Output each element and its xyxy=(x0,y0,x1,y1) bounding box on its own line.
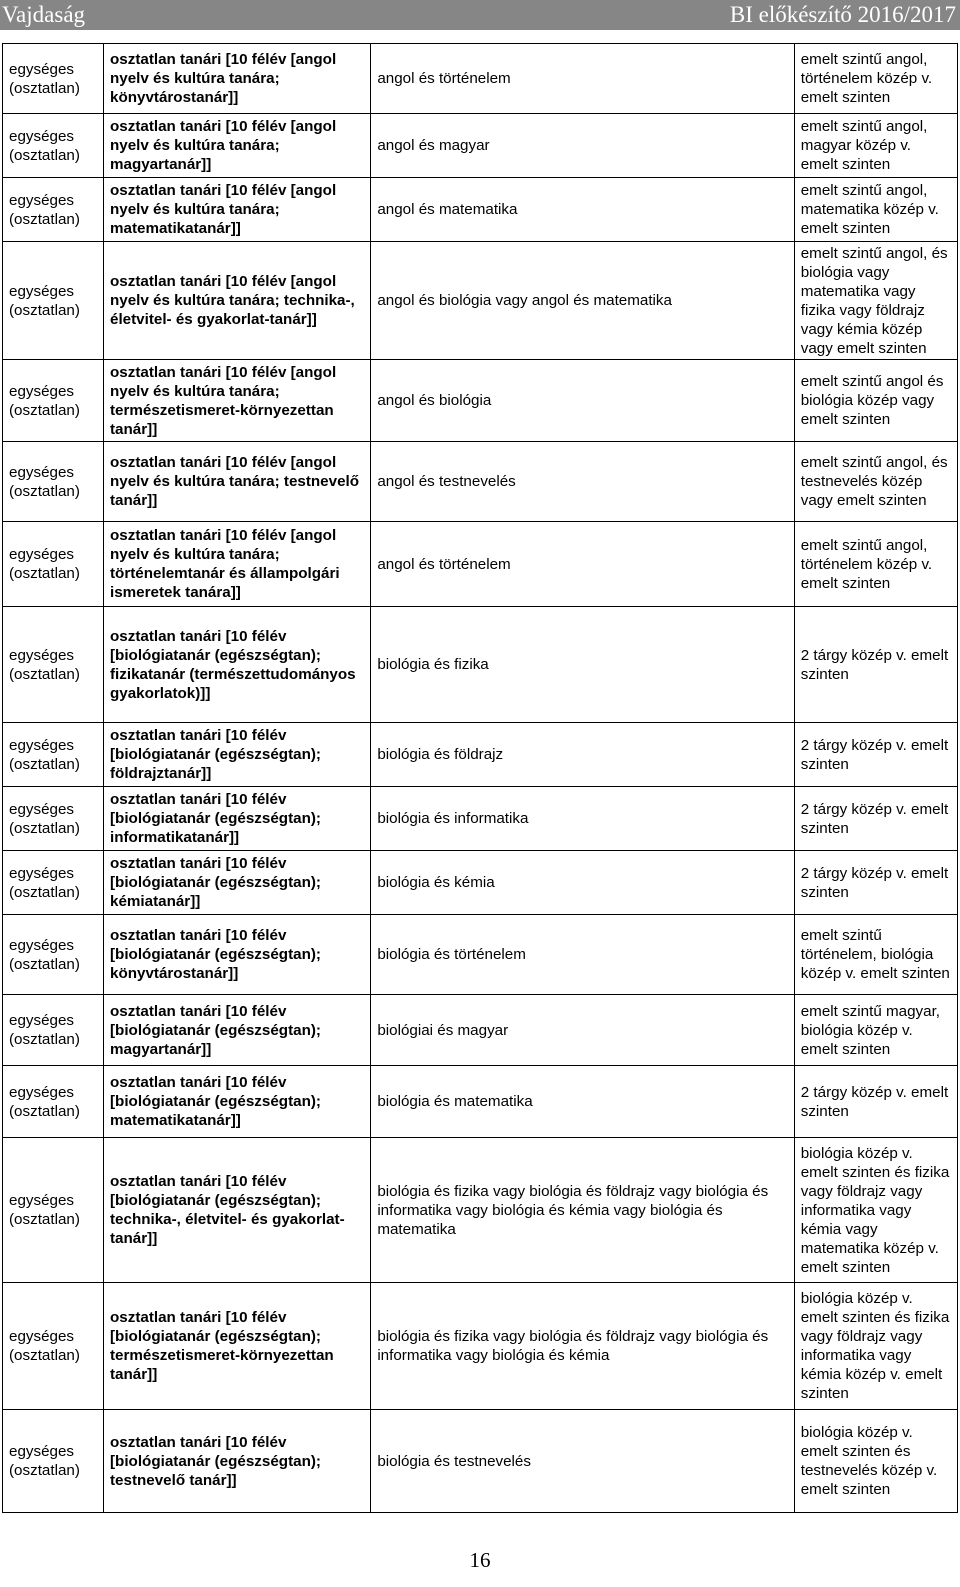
program-name-cell: osztatlan tanári [10 félév [biológiatanár (egészségtan); informatikatanár]] xyxy=(104,787,371,851)
exam-level-cell: emelt szintű történelem, biológia közép v. emelt szinten xyxy=(794,915,957,995)
exam-level-cell: emelt szintű magyar, biológia közép v. emelt szinten xyxy=(794,995,957,1066)
exam-level-cell: emelt szintű angol, matematika közép v. emelt szinten xyxy=(794,178,957,242)
exam-level-cell: 2 tárgy közép v. emelt szinten xyxy=(794,723,957,787)
program-name-cell: osztatlan tanári [10 félév [biológiatanár (egészségtan); kémiatanár]] xyxy=(104,851,371,915)
table-row xyxy=(3,442,958,522)
header-region: Vajdaság xyxy=(2,2,86,27)
exam-subjects-cell: biológia és informatika xyxy=(371,787,794,851)
table-row xyxy=(3,915,958,995)
program-name-cell: osztatlan tanári [10 félév [biológiatanár (egészségtan); földrajztanár]] xyxy=(104,723,371,787)
exam-subjects-cell: biológia és fizika vagy biológia és földrajz vagy biológia és informatika vagy biológia és kémia xyxy=(371,1283,794,1410)
exam-subjects-cell: angol és történelem xyxy=(371,522,794,607)
program-name-cell: osztatlan tanári [10 félév [angol nyelv és kultúra tanára; természetismeret-környezettan tanár]] xyxy=(104,360,371,442)
exam-level-cell: emelt szintű angol, történelem közép v. emelt szinten xyxy=(794,44,957,114)
program-name-cell: osztatlan tanári [10 félév [angol nyelv és kultúra tanára; testnevelő tanár]] xyxy=(104,442,371,522)
program-name-cell: osztatlan tanári [10 félév [biológiatanár (egészségtan); testnevelő tanár]] xyxy=(104,1410,371,1513)
program-type-cell: egységes (osztatlan) xyxy=(3,242,104,360)
program-type-cell: egységes (osztatlan) xyxy=(3,1283,104,1410)
table-row xyxy=(3,242,958,360)
page-number: 16 xyxy=(469,1548,491,1572)
program-type-cell: egységes (osztatlan) xyxy=(3,1066,104,1138)
header-title: BI előkészítő 2016/2017 xyxy=(729,2,956,27)
exam-level-cell: 2 tárgy közép v. emelt szinten xyxy=(794,607,957,723)
program-type-cell: egységes (osztatlan) xyxy=(3,607,104,723)
program-type-cell: egységes (osztatlan) xyxy=(3,44,104,114)
exam-subjects-cell: biológia és kémia xyxy=(371,851,794,915)
program-type-cell: egységes (osztatlan) xyxy=(3,1138,104,1283)
table-row xyxy=(3,1138,958,1283)
page-header xyxy=(0,0,960,30)
table-row xyxy=(3,178,958,242)
program-type-cell: egységes (osztatlan) xyxy=(3,522,104,607)
exam-level-cell: emelt szintű angol, magyar közép v. emelt szinten xyxy=(794,114,957,178)
admission-table xyxy=(2,43,958,1513)
exam-subjects-cell: angol és történelem xyxy=(371,44,794,114)
program-type-cell: egységes (osztatlan) xyxy=(3,787,104,851)
exam-subjects-cell: biológia és matematika xyxy=(371,1066,794,1138)
exam-subjects-cell: angol és biológia vagy angol és matematika xyxy=(371,242,794,360)
table-row xyxy=(3,360,958,442)
program-type-cell: egységes (osztatlan) xyxy=(3,915,104,995)
program-type-cell: egységes (osztatlan) xyxy=(3,851,104,915)
program-name-cell: osztatlan tanári [10 félév [biológiatanár (egészségtan); magyartanár]] xyxy=(104,995,371,1066)
table-row xyxy=(3,1066,958,1138)
program-type-cell: egységes (osztatlan) xyxy=(3,995,104,1066)
exam-subjects-cell: angol és matematika xyxy=(371,178,794,242)
exam-subjects-cell: angol és magyar xyxy=(371,114,794,178)
exam-subjects-cell: biológia és fizika xyxy=(371,607,794,723)
program-name-cell: osztatlan tanári [10 félév [biológiatanár (egészségtan); technika-, életvitel- és gyakorlat-tanár]] xyxy=(104,1138,371,1283)
program-type-cell: egységes (osztatlan) xyxy=(3,442,104,522)
program-type-cell: egységes (osztatlan) xyxy=(3,1410,104,1513)
exam-subjects-cell: biológia és történelem xyxy=(371,915,794,995)
program-name-cell: osztatlan tanári [10 félév [biológiatanár (egészségtan); fizikatanár (természettudományos gyakorlatok)]] xyxy=(104,607,371,723)
exam-level-cell: 2 tárgy közép v. emelt szinten xyxy=(794,787,957,851)
table-row xyxy=(3,522,958,607)
program-name-cell: osztatlan tanári [10 félév [angol nyelv és kultúra tanára; könyvtárostanár]] xyxy=(104,44,371,114)
table-row xyxy=(3,1283,958,1410)
exam-level-cell: 2 tárgy közép v. emelt szinten xyxy=(794,851,957,915)
table-row xyxy=(3,607,958,723)
program-name-cell: osztatlan tanári [10 félév [angol nyelv és kultúra tanára; történelemtanár és állampolgári ismeretek tanára]] xyxy=(104,522,371,607)
exam-subjects-cell: biológiai és magyar xyxy=(371,995,794,1066)
program-name-cell: osztatlan tanári [10 félév [biológiatanár (egészségtan); matematikatanár]] xyxy=(104,1066,371,1138)
exam-level-cell: 2 tárgy közép v. emelt szinten xyxy=(794,1066,957,1138)
program-name-cell: osztatlan tanári [10 félév [angol nyelv és kultúra tanára; technika-, életvitel- és gyakorlat-tanár]] xyxy=(104,242,371,360)
exam-subjects-cell: biológia és testnevelés xyxy=(371,1410,794,1513)
table-row xyxy=(3,851,958,915)
program-type-cell: egységes (osztatlan) xyxy=(3,723,104,787)
program-name-cell: osztatlan tanári [10 félév [biológiatanár (egészségtan); könyvtárostanár]] xyxy=(104,915,371,995)
program-name-cell: osztatlan tanári [10 félév [angol nyelv és kultúra tanára; matematikatanár]] xyxy=(104,178,371,242)
program-type-cell: egységes (osztatlan) xyxy=(3,114,104,178)
program-name-cell: osztatlan tanári [10 félév [biológiatanár (egészségtan); természetismeret-környezettan tanár]] xyxy=(104,1283,371,1410)
table-row xyxy=(3,44,958,114)
exam-level-cell: biológia közép v. emelt szinten és fizika vagy földrajz vagy informatika vagy kémia közép v. emelt szinten xyxy=(794,1283,957,1410)
table-row xyxy=(3,995,958,1066)
exam-level-cell: emelt szintű angol, és biológia vagy matematika vagy fizika vagy földrajz vagy kémia közép vagy emelt szinten xyxy=(794,242,957,360)
exam-level-cell: emelt szintű angol, és testnevelés közép vagy emelt szinten xyxy=(794,442,957,522)
program-name-cell: osztatlan tanári [10 félév [angol nyelv és kultúra tanára; magyartanár]] xyxy=(104,114,371,178)
exam-subjects-cell: angol és biológia xyxy=(371,360,794,442)
exam-subjects-cell: biológia és fizika vagy biológia és földrajz vagy biológia és informatika vagy biológia és kémia vagy biológia és matematika xyxy=(371,1138,794,1283)
table-row xyxy=(3,114,958,178)
program-type-cell: egységes (osztatlan) xyxy=(3,178,104,242)
exam-level-cell: biológia közép v. emelt szinten és testnevelés közép v. emelt szinten xyxy=(794,1410,957,1513)
exam-subjects-cell: angol és testnevelés xyxy=(371,442,794,522)
table-row xyxy=(3,787,958,851)
program-type-cell: egységes (osztatlan) xyxy=(3,360,104,442)
exam-level-cell: emelt szintű angol, történelem közép v. emelt szinten xyxy=(794,522,957,607)
exam-subjects-cell: biológia és földrajz xyxy=(371,723,794,787)
table-row xyxy=(3,723,958,787)
exam-level-cell: biológia közép v. emelt szinten és fizika vagy földrajz vagy informatika vagy kémia vagy matematika közép v. emelt szinten xyxy=(794,1138,957,1283)
exam-level-cell: emelt szintű angol és biológia közép vagy emelt szinten xyxy=(794,360,957,442)
table-row xyxy=(3,1410,958,1513)
